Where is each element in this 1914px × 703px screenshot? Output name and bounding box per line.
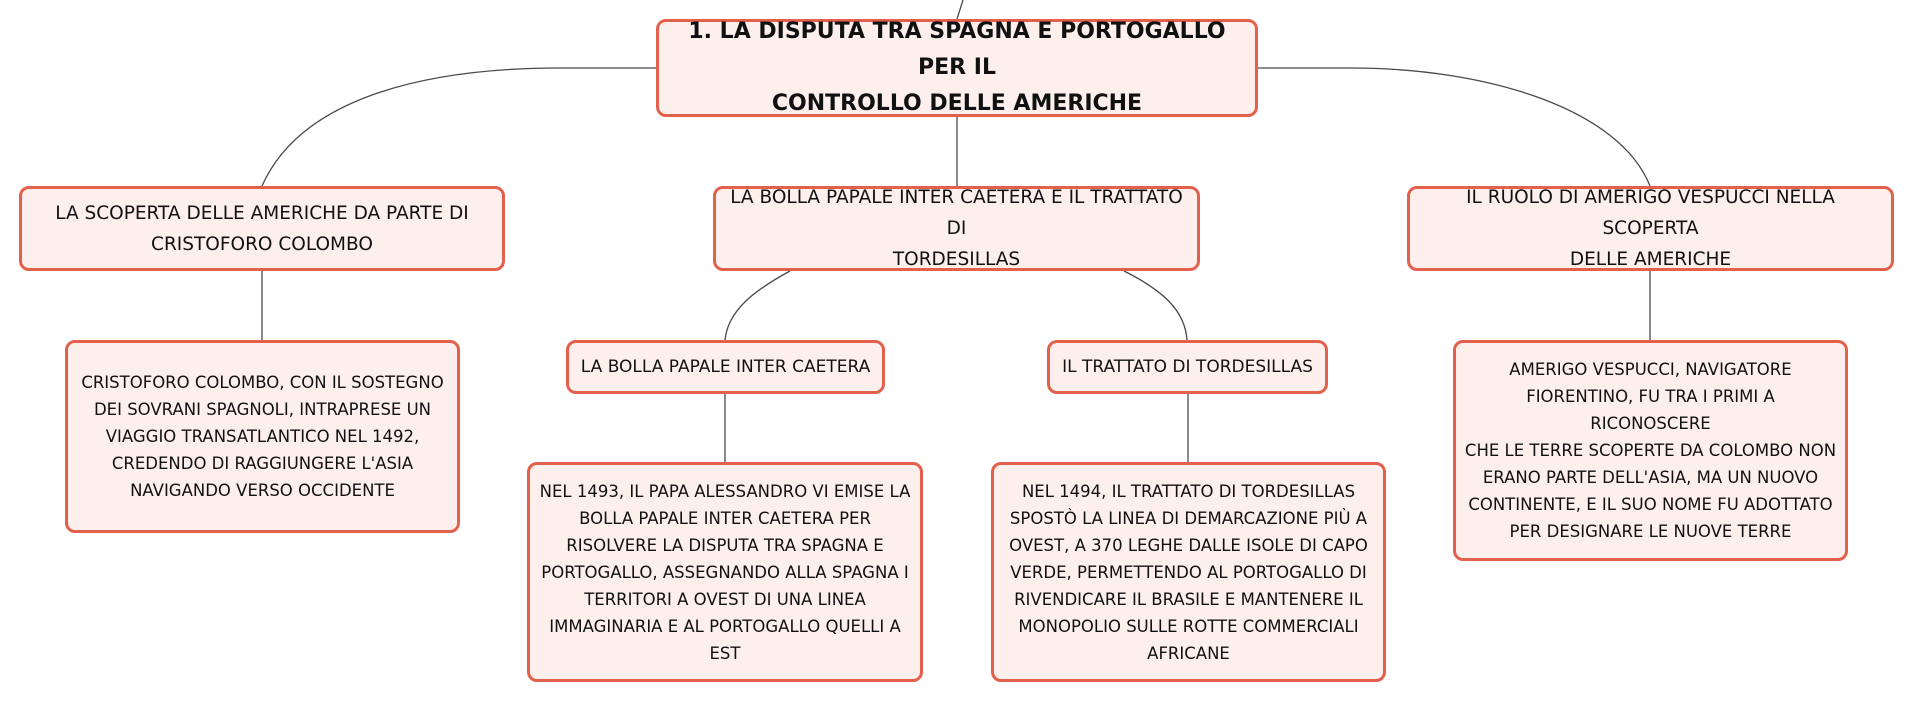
topic-colombo-line-1: LA SCOPERTA DELLE AMERICHE DA PARTE DI [55, 202, 469, 224]
detail-vespucci-line: FIORENTINO, FU TRA I PRIMI A RICONOSCERE [1526, 387, 1775, 433]
detail-bolla-line: EST [709, 643, 741, 663]
connector-root-colombo [262, 68, 656, 186]
detail-vespucci-line: PER DESIGNARE LE NUOVE TERRE [1509, 522, 1792, 541]
topic-node-colombo[interactable] [19, 186, 505, 271]
detail-bolla-line: PORTOGALLO, ASSEGNANDO ALLA SPAGNA I [541, 562, 909, 582]
root-topic-node[interactable] [656, 19, 1258, 117]
detail-vespucci-line: CHE LE TERRE SCOPERTE DA COLOMBO NON [1464, 441, 1837, 460]
detail-bolla-line: NEL 1493, IL PAPA ALESSANDRO VI EMISE LA [539, 481, 911, 501]
detail-trattato-line: MONOPOLIO SULLE ROTTE COMMERCIALI [1018, 616, 1359, 636]
detail-vespucci-line: ERANO PARTE DELL'ASIA, MA UN NUOVO [1482, 468, 1819, 487]
detail-trattato-line: SPOSTÒ LA LINEA DI DEMARCAZIONE PIÙ A [1009, 508, 1368, 528]
detail-node-bolla[interactable] [527, 462, 923, 682]
detail-trattato-line: AFRICANE [1147, 643, 1230, 663]
detail-node-trattato[interactable] [991, 462, 1386, 682]
detail-colombo-line: CRISTOFORO COLOMBO, CON IL SOSTEGNO [81, 373, 444, 392]
detail-bolla-line: BOLLA PAPALE INTER CAETERA PER [579, 508, 871, 528]
topic-node-bolla-trattato[interactable] [713, 186, 1200, 271]
detail-bolla-line: IMMAGINARIA E AL PORTOGALLO QUELLI A [549, 616, 901, 636]
detail-bolla-line: TERRITORI A OVEST DI UNA LINEA [584, 589, 866, 609]
detail-node-colombo[interactable] [65, 340, 460, 533]
subtopic-bolla-label: LA BOLLA PAPALE INTER CAETERA [580, 357, 871, 377]
connector-root-vespucci [1258, 68, 1650, 186]
topic-bolla-trattato-line-1: LA BOLLA PAPALE INTER CAETERA E IL TRATTATO DI [730, 187, 1183, 239]
topic-node-vespucci[interactable] [1407, 186, 1894, 271]
topic-colombo-line-2: CRISTOFORO COLOMBO [151, 233, 373, 255]
detail-trattato-line: OVEST, A 370 LEGHE DALLE ISOLE DI CAPO [1009, 535, 1368, 555]
topic-vespucci-line-1: IL RUOLO DI AMERIGO VESPUCCI NELLA SCOPERTA [1466, 187, 1835, 239]
detail-vespucci-line: CONTINENTE, E IL SUO NOME FU ADOTTATO [1468, 495, 1833, 514]
detail-colombo-line: DEI SOVRANI SPAGNOLI, INTRAPRESE UN [93, 400, 432, 419]
detail-trattato-line: RIVENDICARE IL BRASILE E MANTENERE IL [1014, 589, 1363, 609]
connector-bolla-trattato-trattato [1124, 271, 1187, 340]
detail-colombo-line: NAVIGANDO VERSO OCCIDENTE [130, 481, 395, 500]
connector-bolla-trattato-bolla [725, 271, 790, 340]
topic-bolla-trattato-line-2: TORDESILLAS [892, 249, 1021, 270]
detail-colombo-line: CREDENDO DI RAGGIUNGERE L'ASIA [111, 454, 414, 473]
detail-vespucci-line: AMERIGO VESPUCCI, NAVIGATORE [1509, 360, 1792, 379]
topic-vespucci-line-2: DELLE AMERICHE [1569, 249, 1732, 270]
subtopic-node-bolla[interactable] [566, 340, 885, 394]
detail-trattato-line: NEL 1494, IL TRATTATO DI TORDESILLAS [1021, 481, 1356, 501]
detail-colombo-line: VIAGGIO TRANSATLANTICO NEL 1492, [105, 427, 420, 446]
subtopic-trattato-label: IL TRATTATO DI TORDESILLAS [1062, 357, 1313, 377]
root-topic-title-line-1: 1. LA DISPUTA TRA SPAGNA E PORTOGALLO PER IL [688, 19, 1226, 80]
detail-node-vespucci[interactable] [1453, 340, 1848, 561]
detail-trattato-line: VERDE, PERMETTENDO AL PORTOGALLO DI [1010, 562, 1367, 582]
detail-bolla-line: RISOLVERE LA DISPUTA TRA SPAGNA E [566, 535, 884, 555]
root-topic-title-line-2: CONTROLLO DELLE AMERICHE [771, 91, 1143, 116]
subtopic-node-trattato[interactable] [1047, 340, 1328, 394]
